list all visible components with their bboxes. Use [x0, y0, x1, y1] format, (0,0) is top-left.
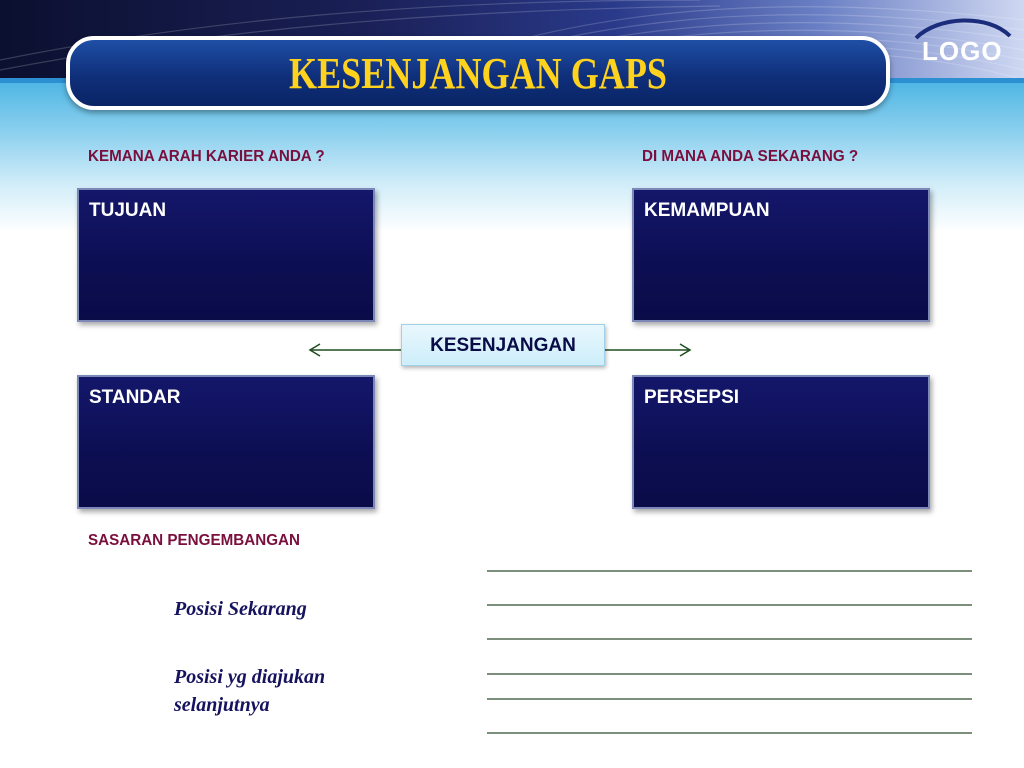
heading-left: KEMANA ARAH KARIER ANDA ? — [88, 148, 325, 165]
box-persepsi-label: PERSEPSI — [644, 387, 740, 408]
posisi-selanjutnya-line2: selanjutnya — [174, 694, 270, 716]
posisi-selanjutnya-line1: Posisi yg diajukan — [174, 666, 326, 688]
heading-sasaran: SASARAN PENGEMBANGAN — [88, 532, 300, 549]
box-standar-label: STANDAR — [89, 387, 181, 408]
box-tujuan-label: TUJUAN — [89, 200, 167, 221]
posisi-sekarang-label: Posisi Sekarang — [174, 598, 307, 620]
box-kemampuan-label: KEMAMPUAN — [644, 200, 770, 221]
heading-right: DI MANA ANDA SEKARANG ? — [642, 148, 859, 165]
kesenjangan-label: KESENJANGAN — [430, 335, 576, 356]
slide-title: KESENJANGAN GAPS — [289, 49, 667, 98]
logo-text: LOGO — [922, 36, 1003, 66]
